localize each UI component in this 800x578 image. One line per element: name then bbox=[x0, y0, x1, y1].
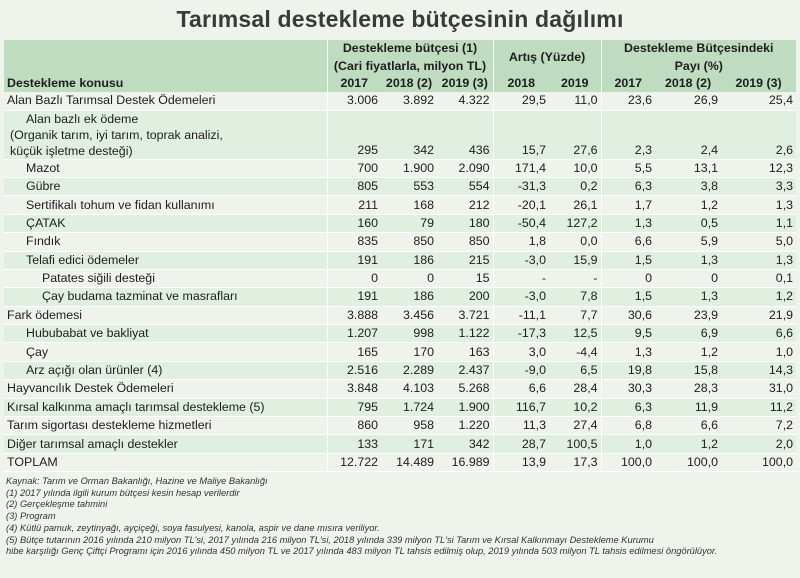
table-cell: 79 bbox=[381, 214, 437, 232]
table-cell: 850 bbox=[437, 233, 493, 251]
table-cell: 795 bbox=[327, 398, 381, 416]
table-cell: 27,6 bbox=[549, 110, 601, 159]
table-cell: 3.006 bbox=[327, 92, 381, 110]
table-cell: 1,0 bbox=[601, 435, 655, 453]
table-cell: 3,0 bbox=[493, 343, 549, 361]
table-cell: 29,5 bbox=[493, 92, 549, 110]
table-row bbox=[4, 361, 796, 379]
table-cell: 26,9 bbox=[655, 92, 721, 110]
share-group-header: Destekleme Bütçesindeki bbox=[601, 40, 796, 57]
table-cell: 1,3 bbox=[721, 196, 796, 214]
table-cell: -50,4 bbox=[493, 214, 549, 232]
footnote-line: (5) Bütçe tutarının 2016 yılında 210 milyon TL'si, 2017 yılında 216 milyon TL'si, 2018 yılında 339 milyon TL'si Tarım ve Kırsal Kalkınmayı Destekleme Kurumu bbox=[6, 534, 654, 545]
table-row bbox=[4, 196, 796, 214]
table-cell: 200 bbox=[437, 288, 493, 306]
column-header: 2018 bbox=[493, 75, 549, 92]
table-cell: 6,5 bbox=[549, 361, 601, 379]
table-cell: 212 bbox=[437, 196, 493, 214]
table-cell: 850 bbox=[381, 233, 437, 251]
table-cell: 3.888 bbox=[327, 306, 381, 324]
table-cell: 116,7 bbox=[493, 398, 549, 416]
row-label: Fındık bbox=[4, 233, 327, 251]
table-cell: 0 bbox=[381, 269, 437, 287]
row-label: Sertifikalı tohum ve fidan kullanımı bbox=[4, 196, 327, 214]
table-cell: 3,3 bbox=[721, 177, 796, 195]
table-cell: -4,4 bbox=[549, 343, 601, 361]
table-cell: 2.437 bbox=[437, 361, 493, 379]
table-cell: 3.721 bbox=[437, 306, 493, 324]
row-label-line: (Organik tarım, iyi tarım, toprak analizi, bbox=[10, 127, 223, 142]
table-cell: 30,3 bbox=[601, 380, 655, 398]
table-cell: 958 bbox=[381, 417, 437, 435]
table-cell: 700 bbox=[327, 159, 381, 177]
table-cell: 186 bbox=[381, 288, 437, 306]
table-cell: 2,6 bbox=[721, 110, 796, 159]
table-cell: 15,9 bbox=[549, 251, 601, 269]
row-label: Mazot bbox=[4, 159, 327, 177]
table-cell: 163 bbox=[437, 343, 493, 361]
table-cell: 11,3 bbox=[493, 417, 549, 435]
table-cell: 0,0 bbox=[549, 233, 601, 251]
table-row bbox=[4, 92, 796, 110]
table-row bbox=[4, 110, 796, 159]
column-header: 2018 (2) bbox=[655, 75, 721, 92]
row-label: Çay bbox=[4, 343, 327, 361]
table-cell: -31,3 bbox=[493, 177, 549, 195]
table-cell: 1.900 bbox=[381, 159, 437, 177]
footnote-line: hibe karşılığı Genç Çiftçi Programı için 2016 yılında 450 milyon TL ve 2017 yılında 483 milyon TL tahsis edilmiş olup, 2019 yılında 503 milyon TL tahsis edilmesi öngörülüyor. bbox=[6, 546, 718, 557]
table-cell: -17,3 bbox=[493, 325, 549, 343]
table-cell: 6,6 bbox=[721, 325, 796, 343]
table-cell: 12,5 bbox=[549, 325, 601, 343]
table-cell: 11,2 bbox=[721, 398, 796, 416]
row-label: Tarım sigortası destekleme hizmetleri bbox=[4, 417, 327, 435]
table-cell: 1,3 bbox=[655, 251, 721, 269]
table-cell: 7,8 bbox=[549, 288, 601, 306]
table-cell: 4.103 bbox=[381, 380, 437, 398]
table-cell: 1,3 bbox=[601, 343, 655, 361]
table-cell: 5,9 bbox=[655, 233, 721, 251]
page-title: Tarımsal destekleme bütçesinin dağılımı bbox=[176, 6, 624, 32]
table-cell: 23,9 bbox=[655, 306, 721, 324]
table-cell: 28,3 bbox=[655, 380, 721, 398]
table-cell: 180 bbox=[437, 214, 493, 232]
table-cell: 30,6 bbox=[601, 306, 655, 324]
table-cell: 5,5 bbox=[601, 159, 655, 177]
table-cell: 0 bbox=[327, 269, 381, 287]
table-cell: 998 bbox=[381, 325, 437, 343]
table-body bbox=[4, 92, 796, 472]
table-cell: 13,1 bbox=[655, 159, 721, 177]
table-cell: 1.900 bbox=[437, 398, 493, 416]
table-cell: 26,1 bbox=[549, 196, 601, 214]
table-cell: 0 bbox=[601, 269, 655, 287]
table-cell: 1,8 bbox=[493, 233, 549, 251]
column-header: 2019 bbox=[549, 75, 601, 92]
table-row bbox=[4, 398, 796, 416]
table-cell: 28,7 bbox=[493, 435, 549, 453]
table-cell: 3,8 bbox=[655, 177, 721, 195]
table-cell: 12.722 bbox=[327, 453, 381, 471]
table-cell: 1,1 bbox=[721, 214, 796, 232]
table-cell: 2.090 bbox=[437, 159, 493, 177]
table-cell: 191 bbox=[327, 288, 381, 306]
table-cell: 15,7 bbox=[493, 110, 549, 159]
column-header: 2019 (3) bbox=[721, 75, 796, 92]
row-label: ÇATAK bbox=[4, 214, 327, 232]
table-cell: 1,3 bbox=[655, 288, 721, 306]
table-cell: - bbox=[493, 269, 549, 287]
table-cell: 2,4 bbox=[655, 110, 721, 159]
row-label: Hayvancılık Destek Ödemeleri bbox=[4, 380, 327, 398]
table-cell: 0,2 bbox=[549, 177, 601, 195]
row-label: Arz açığı olan ürünler (4) bbox=[4, 361, 327, 379]
table-cell: 1,2 bbox=[721, 288, 796, 306]
table-cell: - bbox=[549, 269, 601, 287]
table-row bbox=[4, 251, 796, 269]
table-cell: 6,6 bbox=[601, 233, 655, 251]
footnote-line: Kaynak: Tarım ve Orman Bakanlığı, Hazine ve Maliye Bakanlığı bbox=[6, 476, 268, 486]
table-cell: 100,0 bbox=[721, 453, 796, 471]
table-cell: 0,1 bbox=[721, 269, 796, 287]
table-cell: 170 bbox=[381, 343, 437, 361]
header-row-3 bbox=[4, 75, 796, 92]
table-cell: 19,8 bbox=[601, 361, 655, 379]
table-cell: 3.848 bbox=[327, 380, 381, 398]
table-cell: 1,2 bbox=[655, 196, 721, 214]
footnote-line: (3) Program bbox=[6, 511, 56, 522]
table-cell: 835 bbox=[327, 233, 381, 251]
table-cell: 15 bbox=[437, 269, 493, 287]
table-cell: -3,0 bbox=[493, 251, 549, 269]
table-cell: 31,0 bbox=[721, 380, 796, 398]
table-cell: 5,0 bbox=[721, 233, 796, 251]
table-row bbox=[4, 177, 796, 195]
table-cell: 14.489 bbox=[381, 453, 437, 471]
table-cell: 1,2 bbox=[655, 343, 721, 361]
table-cell: 5.268 bbox=[437, 380, 493, 398]
table-cell: 342 bbox=[437, 435, 493, 453]
row-label: Hububabat ve bakliyat bbox=[4, 325, 327, 343]
row-label-line: küçük işletme desteği) bbox=[10, 143, 133, 158]
column-header: 2017 bbox=[327, 75, 381, 92]
table-cell: 16.989 bbox=[437, 453, 493, 471]
table-cell: 342 bbox=[381, 110, 437, 159]
table-cell: -3,0 bbox=[493, 288, 549, 306]
footnote-line: (1) 2017 yılında ilgili kurum bütçesi kesin hesap verilerdir bbox=[6, 487, 240, 498]
table-cell: 211 bbox=[327, 196, 381, 214]
table-cell: 7,2 bbox=[721, 417, 796, 435]
row-label bbox=[4, 110, 327, 159]
table-cell: 0,5 bbox=[655, 214, 721, 232]
table-cell: 1.122 bbox=[437, 325, 493, 343]
table-row bbox=[4, 453, 796, 471]
table-cell: 6,8 bbox=[601, 417, 655, 435]
table-row bbox=[4, 306, 796, 324]
table-cell: 1,2 bbox=[655, 435, 721, 453]
table-row bbox=[4, 233, 796, 251]
share-group-subheader: Payı (%) bbox=[601, 57, 796, 74]
table-cell: 554 bbox=[437, 177, 493, 195]
table-cell: 11,9 bbox=[655, 398, 721, 416]
table-cell: 1,5 bbox=[601, 288, 655, 306]
row-label: Alan Bazlı Tarımsal Destek Ödemeleri bbox=[4, 92, 327, 110]
table-cell: 1,0 bbox=[721, 343, 796, 361]
subject-column-header: Destekleme konusu bbox=[4, 75, 327, 92]
row-label: Fark ödemesi bbox=[4, 306, 327, 324]
table-cell: 4.322 bbox=[437, 92, 493, 110]
table-cell: 12,3 bbox=[721, 159, 796, 177]
row-label: Kırsal kalkınma amaçlı tarımsal destekleme (5) bbox=[4, 398, 327, 416]
row-label: TOPLAM bbox=[4, 453, 327, 471]
table-cell: 100,0 bbox=[601, 453, 655, 471]
table-cell: 10,0 bbox=[549, 159, 601, 177]
table-cell: 3.456 bbox=[381, 306, 437, 324]
footnote-line: (2) Gerçekleşme tahmini bbox=[6, 499, 108, 510]
table-cell: 6,6 bbox=[493, 380, 549, 398]
table-cell: 1.724 bbox=[381, 398, 437, 416]
table-cell: 2.516 bbox=[327, 361, 381, 379]
table-cell: 2.289 bbox=[381, 361, 437, 379]
table-cell: 9,5 bbox=[601, 325, 655, 343]
table-cell: 15,8 bbox=[655, 361, 721, 379]
table-cell: 23,6 bbox=[601, 92, 655, 110]
table-row bbox=[4, 343, 796, 361]
table-cell: 860 bbox=[327, 417, 381, 435]
table-cell: 11,0 bbox=[549, 92, 601, 110]
table-cell: 553 bbox=[381, 177, 437, 195]
row-label: Diğer tarımsal amaçlı destekler bbox=[4, 435, 327, 453]
table-cell: 133 bbox=[327, 435, 381, 453]
table-cell: 13,9 bbox=[493, 453, 549, 471]
row-label-line: Alan bazlı ek ödeme bbox=[26, 111, 139, 126]
table-cell: 805 bbox=[327, 177, 381, 195]
row-label: Çay budama tazminat ve masrafları bbox=[4, 288, 327, 306]
table-cell: 17,3 bbox=[549, 453, 601, 471]
header-row-1 bbox=[4, 40, 796, 57]
row-label: Patates siğili desteği bbox=[4, 269, 327, 287]
table-cell: 6,3 bbox=[601, 177, 655, 195]
table-cell: 27,4 bbox=[549, 417, 601, 435]
table-cell: 191 bbox=[327, 251, 381, 269]
table-row bbox=[4, 214, 796, 232]
table-cell: 165 bbox=[327, 343, 381, 361]
column-header: 2018 (2) bbox=[381, 75, 437, 92]
table-cell: 7,7 bbox=[549, 306, 601, 324]
table-cell: -11,1 bbox=[493, 306, 549, 324]
budget-group-header: Destekleme bütçesi (1) bbox=[327, 40, 493, 57]
table-cell: 186 bbox=[381, 251, 437, 269]
table-cell: 171 bbox=[381, 435, 437, 453]
table-row bbox=[4, 269, 796, 287]
table-cell: 160 bbox=[327, 214, 381, 232]
table-row bbox=[4, 417, 796, 435]
table-cell: 127,2 bbox=[549, 214, 601, 232]
table-row bbox=[4, 288, 796, 306]
table-cell: 100,5 bbox=[549, 435, 601, 453]
table-cell: 436 bbox=[437, 110, 493, 159]
table-cell: 168 bbox=[381, 196, 437, 214]
table-cell: -9,0 bbox=[493, 361, 549, 379]
budget-table bbox=[4, 40, 796, 472]
table-cell: 10,2 bbox=[549, 398, 601, 416]
table-row bbox=[4, 435, 796, 453]
table-cell: 171,4 bbox=[493, 159, 549, 177]
table-cell: 1,3 bbox=[721, 251, 796, 269]
table-cell: -20,1 bbox=[493, 196, 549, 214]
table-cell: 6,6 bbox=[655, 417, 721, 435]
table-cell: 14,3 bbox=[721, 361, 796, 379]
column-header: 2019 (3) bbox=[437, 75, 493, 92]
table-cell: 1,7 bbox=[601, 196, 655, 214]
row-label: Telafi edici ödemeler bbox=[4, 251, 327, 269]
table-cell: 21,9 bbox=[721, 306, 796, 324]
table-cell: 1,5 bbox=[601, 251, 655, 269]
footnotes bbox=[6, 476, 796, 558]
table-cell: 1.207 bbox=[327, 325, 381, 343]
budget-group-subheader: (Cari fiyatlarla, milyon TL) bbox=[327, 57, 493, 74]
table-cell: 2,3 bbox=[601, 110, 655, 159]
table-cell: 1,3 bbox=[601, 214, 655, 232]
table-cell: 2,0 bbox=[721, 435, 796, 453]
change-group-header: Artış (Yüzde) bbox=[493, 40, 601, 75]
table-cell: 295 bbox=[327, 110, 381, 159]
table-cell: 100,0 bbox=[655, 453, 721, 471]
table-cell: 6,3 bbox=[601, 398, 655, 416]
table-cell: 0 bbox=[655, 269, 721, 287]
table-cell: 3.892 bbox=[381, 92, 437, 110]
table-cell: 215 bbox=[437, 251, 493, 269]
table-cell: 28,4 bbox=[549, 380, 601, 398]
column-header: 2017 bbox=[601, 75, 655, 92]
table-row bbox=[4, 380, 796, 398]
row-label: Gübre bbox=[4, 177, 327, 195]
table-row bbox=[4, 159, 796, 177]
footnote-line: (4) Kütlü pamuk, zeytinyağı, ayçiçeği, soya fasulyesi, kanola, aspir ve dane mısıra veriliyor. bbox=[6, 522, 380, 533]
table-cell: 1.220 bbox=[437, 417, 493, 435]
table-cell: 25,4 bbox=[721, 92, 796, 110]
table-cell: 6,9 bbox=[655, 325, 721, 343]
table-row bbox=[4, 325, 796, 343]
